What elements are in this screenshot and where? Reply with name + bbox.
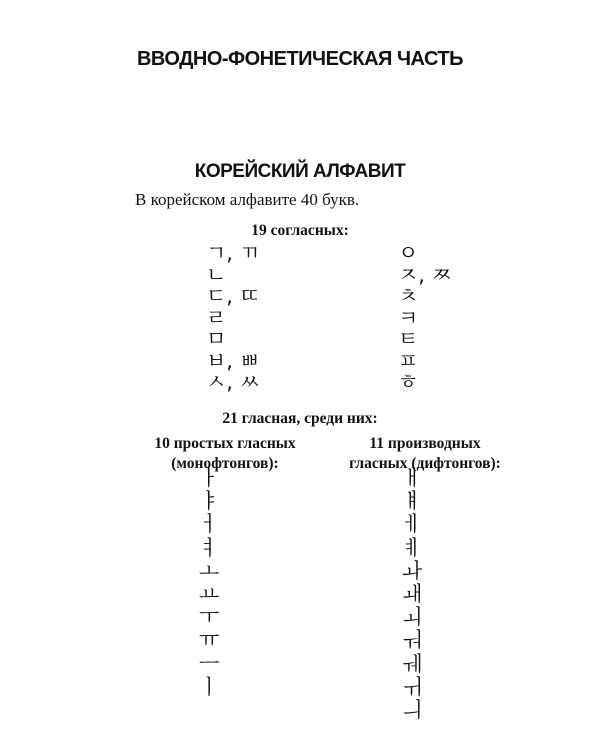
consonant-item: ㄷ, ㄸ xyxy=(206,284,260,308)
vowel-item: ㅣ xyxy=(199,674,220,699)
consonant-item: ㅅ, ㅆ xyxy=(206,370,260,394)
vowel-item: ㅑ xyxy=(199,489,220,514)
vowel-item: ㅗ xyxy=(199,558,220,583)
consonants-heading: 19 согласных: xyxy=(251,222,349,239)
vowel-item: ㅠ xyxy=(199,628,220,653)
consonant-item: ㅎ xyxy=(398,370,419,394)
derived-vowels-heading-line2: гласных (дифтонгов): xyxy=(349,455,501,472)
vowel-item: ㅜ xyxy=(199,605,220,630)
vowel-item: ㅒ xyxy=(402,489,423,514)
vowel-item: ㅟ xyxy=(402,674,423,699)
vowel-item: ㅐ xyxy=(402,466,423,490)
derived-vowels-heading-line1: 11 производных xyxy=(369,435,481,452)
simple-vowels-heading-line1: 10 простых гласных xyxy=(154,435,296,452)
consonant-item: ㅊ xyxy=(398,284,419,308)
consonant-item: ㄹ xyxy=(206,305,227,330)
vowel-item: ㅝ xyxy=(402,628,423,653)
consonant-item: ㅌ xyxy=(398,327,419,351)
consonant-item: ㄴ xyxy=(206,262,227,287)
vowel-item: ㅏ xyxy=(199,466,220,490)
vowel-item: ㅞ xyxy=(402,651,423,676)
vowel-item: ㅓ xyxy=(199,512,220,537)
consonant-item: ㅈ, ㅉ xyxy=(398,262,452,287)
vowel-item: ㅘ xyxy=(402,558,423,583)
simple-vowels-column xyxy=(199,467,219,699)
consonant-item: ㄱ, ㄲ xyxy=(206,241,260,265)
vowel-item: ㅔ xyxy=(402,512,423,537)
vowel-item: ㅕ xyxy=(199,535,220,560)
consonant-item: ㅁ xyxy=(206,327,227,351)
vowel-item: ㅙ xyxy=(402,581,423,606)
consonant-item: ㅂ, ㅃ xyxy=(206,348,260,373)
vowel-item: ㅖ xyxy=(402,535,423,560)
section-title: ВВОДНО-ФОНЕТИЧЕСКАЯ ЧАСТЬ xyxy=(136,48,464,70)
vowel-item: ㅛ xyxy=(199,581,220,606)
vowels-heading: 21 гласная, среди них: xyxy=(222,410,378,427)
vowel-item: ㅡ xyxy=(199,651,220,676)
consonant-item: ㅇ xyxy=(398,241,419,265)
derived-vowels-heading xyxy=(315,434,535,474)
consonants-left-column xyxy=(206,243,260,394)
chapter-title: КОРЕЙСКИЙ АЛФАВИТ xyxy=(194,161,406,182)
vowel-item: ㅢ xyxy=(402,697,423,722)
consonants-right-column xyxy=(398,243,452,394)
derived-vowels-column xyxy=(402,467,422,722)
vowel-item: ㅚ xyxy=(402,605,423,630)
consonant-item: ㅋ xyxy=(398,305,419,330)
simple-vowels-heading xyxy=(115,434,335,474)
consonant-item: ㅍ xyxy=(398,348,419,373)
simple-vowels-heading-line2: (монофтонгов): xyxy=(171,455,279,472)
intro-text: В корейском алфавите 40 букв. xyxy=(135,190,360,209)
